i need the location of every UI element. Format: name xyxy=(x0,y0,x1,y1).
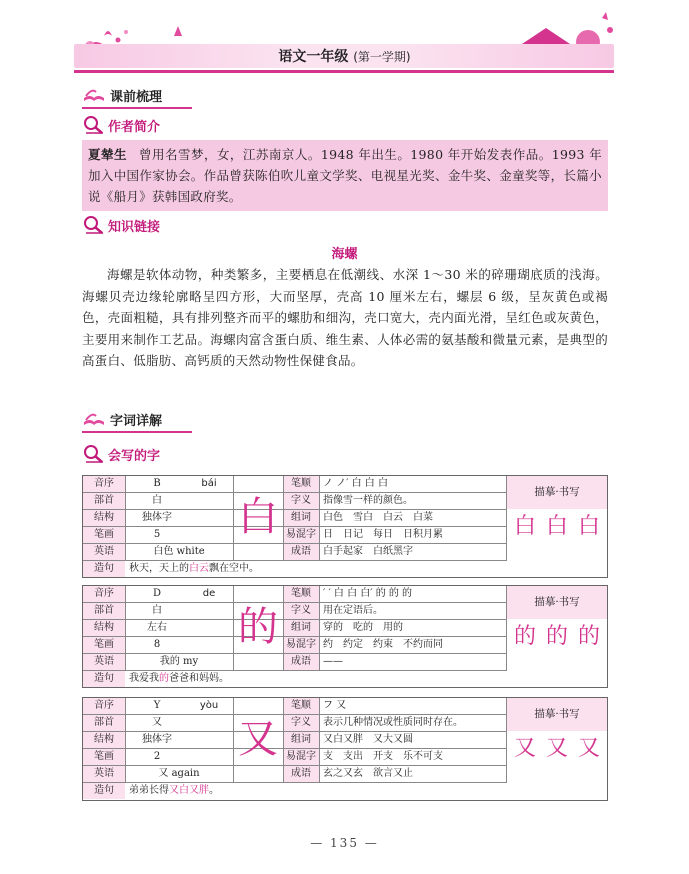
practice-character: 的 xyxy=(545,624,568,649)
label-bihua: 笔画 xyxy=(83,749,125,765)
value-zuci: 穿的 吃的 用的 xyxy=(323,622,403,633)
value-zaoju xyxy=(129,671,599,687)
value-yingyu: 又 again xyxy=(158,768,200,779)
author-bio: 曾用名雪梦，女，江苏南京人。1948 年出生。1980 年开始发表作品。1993 年加入中国作家协会。作品曾获陈伯吹儿童文学奖、电视星光奖、金牛奖、金童奖等，长篇小说《船月》获韩国政府奖。 xyxy=(88,147,602,204)
magnifier-icon xyxy=(82,115,104,135)
label-zuci: 组词 xyxy=(283,732,319,748)
practice-header: 描摹·书写 xyxy=(506,698,607,731)
value-zaoju xyxy=(129,783,599,799)
page-title xyxy=(0,46,689,66)
label-bushou: 部首 xyxy=(83,715,125,731)
sentence-part: 弟弟长得 xyxy=(129,785,169,796)
page-header xyxy=(0,0,689,80)
sentence-part: 我爱我 xyxy=(129,673,159,684)
big-character: 又 xyxy=(238,716,278,762)
value-jiegou: 独体字 xyxy=(142,512,172,523)
value-bihua: 5 xyxy=(153,529,161,540)
practice-character: 又 xyxy=(545,736,568,761)
section-pre-class xyxy=(82,84,162,106)
label-yinxu: 音序 xyxy=(83,698,125,714)
value-yingyu: 白色 white xyxy=(153,546,205,557)
sentence-part: 秋天，天上的 xyxy=(129,563,189,574)
label-bihua: 笔画 xyxy=(83,527,125,543)
section-write-chars-title: 会写的字 xyxy=(108,448,161,464)
practice-character: 白 xyxy=(577,514,600,539)
label-yihunzi: 易混字 xyxy=(283,749,319,765)
label-yinxu: 音序 xyxy=(83,586,125,602)
sentence-highlight: 的 xyxy=(159,673,169,684)
author-intro-box xyxy=(82,140,608,211)
practice-character: 的 xyxy=(577,624,600,649)
value-yihunzi: 日 日记 每日 日积月累 xyxy=(323,529,443,540)
sentence-part: 飘在空中。 xyxy=(209,563,259,574)
book-title: 语文一年级 xyxy=(278,49,349,65)
magnifier-icon xyxy=(82,444,104,464)
value-bishun: ′ ′ 白 白 白′ 的 的 的 xyxy=(323,588,413,599)
char-table-3 xyxy=(82,697,608,801)
value-pinyin: yòu xyxy=(199,700,219,711)
label-ziyi: 字义 xyxy=(283,603,319,619)
section-write-chars xyxy=(82,444,160,464)
practice-character: 白 xyxy=(545,514,568,539)
value-pinyin: bái xyxy=(201,478,217,489)
section-knowledge-link-title: 知识链接 xyxy=(108,219,161,235)
value-yinxu: D xyxy=(152,588,162,599)
section-knowledge-link xyxy=(82,215,160,235)
value-yinxu: B xyxy=(153,478,161,489)
value-bishun: ノ ノ′ 白 白 白 xyxy=(323,478,388,489)
page-number: — 135 — xyxy=(310,836,379,850)
section-pre-class-title: 课前梳理 xyxy=(110,89,163,105)
big-character: 白 xyxy=(238,494,278,540)
label-jiegou: 结构 xyxy=(83,732,125,748)
label-yingyu: 英语 xyxy=(83,654,125,670)
label-zaoju: 造句 xyxy=(83,783,125,799)
sentence-highlight: 又白又胖 xyxy=(169,785,209,796)
knowledge-text: 海螺是软体动物，种类繁多，主要栖息在低潮线、水深 1～30 米的碎珊瑚底质的浅海。海螺贝壳边缘轮廓略呈四方形，大而坚厚，壳高 10 厘米左右，螺层 6 级，呈灰黄色或褐色，壳面粗糙，具有排列整齐而平的螺肋和细沟，壳口宽大，壳内面光滑，呈红色或灰黄色，主要用来制作工艺品。海螺肉富含蛋白质、维生素、人体必需的氨基酸和微量元素，是典型的高蛋白、低脂肪、高钙质的天然动物性保健食品。 xyxy=(82,267,608,368)
practice-character: 的 xyxy=(513,624,536,649)
label-chengyu: 成语 xyxy=(283,544,319,560)
value-bushou: 白 xyxy=(152,605,162,616)
section-author-intro xyxy=(82,115,160,135)
label-yingyu: 英语 xyxy=(83,766,125,782)
book-icon xyxy=(82,86,106,104)
label-zaoju: 造句 xyxy=(83,671,125,687)
label-bishun: 笔顺 xyxy=(283,476,319,492)
value-bishun: フ 又 xyxy=(323,700,347,711)
label-jiegou: 结构 xyxy=(83,620,125,636)
section-author-intro-title: 作者简介 xyxy=(108,119,161,135)
sentence-highlight: 白云 xyxy=(189,563,209,574)
value-chengyu: 玄之又玄 欲言又止 xyxy=(323,768,413,779)
practice-area xyxy=(506,619,607,670)
value-jiegou: 独体字 xyxy=(142,734,172,745)
char-table-2 xyxy=(82,585,608,688)
label-bushou: 部首 xyxy=(83,493,125,509)
value-zuci: 白色 雪白 白云 白菜 xyxy=(323,512,433,523)
practice-area xyxy=(506,731,607,782)
practice-character: 白 xyxy=(513,514,536,539)
practice-character: 又 xyxy=(577,736,600,761)
value-bihua: 8 xyxy=(153,639,161,650)
value-zaoju xyxy=(129,561,599,577)
page-number-value: 135 xyxy=(330,836,359,850)
magnifier-icon xyxy=(82,215,104,235)
value-chengyu: —— xyxy=(323,656,343,667)
label-bishun: 笔顺 xyxy=(283,698,319,714)
sentence-part: 爸爸和妈妈。 xyxy=(169,673,229,684)
label-bihua: 笔画 xyxy=(83,637,125,653)
label-yingyu: 英语 xyxy=(83,544,125,560)
value-ziyi: 指像雪一样的颜色。 xyxy=(323,495,413,506)
section-word-detail xyxy=(82,408,162,430)
value-bushou: 又 xyxy=(152,717,162,728)
big-character: 的 xyxy=(238,604,278,650)
label-zuci: 组词 xyxy=(283,510,319,526)
label-ziyi: 字义 xyxy=(283,493,319,509)
label-bushou: 部首 xyxy=(83,603,125,619)
practice-area xyxy=(506,509,607,560)
label-yihunzi: 易混字 xyxy=(283,527,319,543)
value-chengyu: 白手起家 白纸黑字 xyxy=(323,546,413,557)
label-jiegou: 结构 xyxy=(83,510,125,526)
book-subtitle: (第一学期) xyxy=(353,50,411,64)
value-bushou: 白 xyxy=(152,495,162,506)
practice-header: 描摹·书写 xyxy=(506,586,607,619)
value-ziyi: 用在定语后。 xyxy=(323,605,383,616)
value-yihunzi: 支 支出 开支 乐不可支 xyxy=(323,751,443,762)
author-name: 夏辇生 xyxy=(88,147,127,162)
section-word-detail-title: 字词详解 xyxy=(110,413,163,429)
label-chengyu: 成语 xyxy=(283,654,319,670)
knowledge-title: 海螺 xyxy=(331,247,358,262)
practice-character: 又 xyxy=(513,736,536,761)
book-icon xyxy=(82,410,106,428)
label-zaoju: 造句 xyxy=(83,561,125,577)
sentence-part: 。 xyxy=(209,785,219,796)
value-zuci: 又白又胖 又大又圆 xyxy=(323,734,413,745)
label-yihunzi: 易混字 xyxy=(283,637,319,653)
label-zuci: 组词 xyxy=(283,620,319,636)
char-table-1 xyxy=(82,475,608,578)
practice-header: 描摹·书写 xyxy=(506,476,607,509)
label-yinxu: 音序 xyxy=(83,476,125,492)
value-yingyu: 我的 my xyxy=(159,656,199,667)
label-chengyu: 成语 xyxy=(283,766,319,782)
value-ziyi: 表示几种情况或性质同时存在。 xyxy=(323,717,463,728)
value-pinyin: de xyxy=(202,588,216,599)
value-yinxu: Y xyxy=(153,700,161,711)
value-yihunzi: 约 约定 约束 不约而同 xyxy=(323,639,443,650)
value-jiegou: 左右 xyxy=(147,622,167,633)
label-ziyi: 字义 xyxy=(283,715,319,731)
label-bishun: 笔顺 xyxy=(283,586,319,602)
value-bihua: 2 xyxy=(153,751,161,762)
